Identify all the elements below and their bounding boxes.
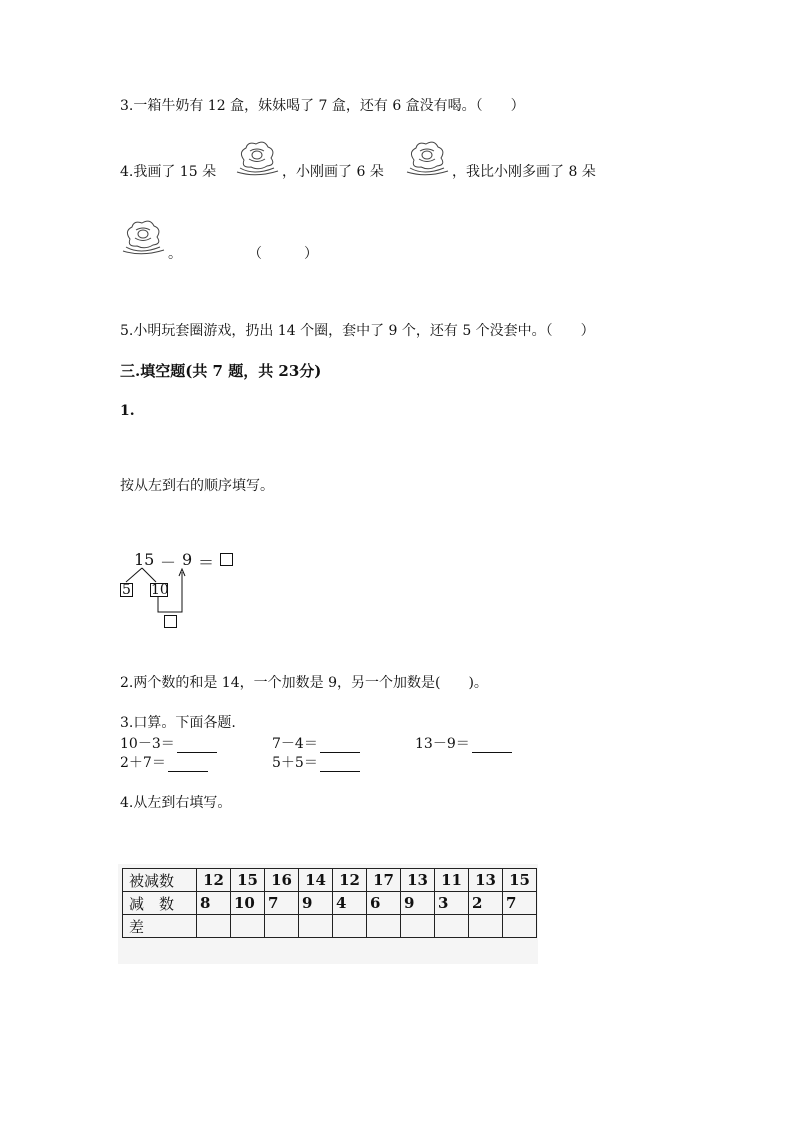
table-cell: 13 — [401, 869, 435, 892]
calc-item — [415, 735, 512, 753]
table-cell: 10 — [231, 892, 265, 915]
table-cell: 16 — [265, 869, 299, 892]
answer-cell[interactable] — [367, 915, 401, 938]
row-label: 被减数 — [123, 869, 197, 892]
subtraction-table — [122, 868, 537, 938]
table-cell: 7 — [503, 892, 537, 915]
calc-item — [120, 735, 217, 753]
section-heading: 三.填空题(共 7 题，共 23分) — [120, 362, 322, 380]
flower-icon — [234, 138, 280, 178]
row-label: 差 — [123, 915, 197, 938]
answer-cell[interactable] — [299, 915, 333, 938]
answer-cell[interactable] — [265, 915, 299, 938]
fill-4: 4.从左到右填写。 — [120, 795, 232, 811]
table-cell: 2 — [469, 892, 503, 915]
table-row-subtrahend — [123, 892, 537, 915]
calc-item — [120, 754, 208, 772]
calc-answer-blank[interactable] — [320, 738, 360, 753]
question-4-answer-paren[interactable]: （ ） — [248, 246, 318, 262]
question-4-part-3: ，我比小刚多画了 8 朵 — [452, 164, 596, 180]
table-cell: 6 — [367, 892, 401, 915]
table-cell: 15 — [231, 869, 265, 892]
table-cell: 15 — [503, 869, 537, 892]
calc-item — [272, 735, 360, 753]
question-5: 5.小明玩套圈游戏，扔出 14 个圈，套中了 9 个，还有 5 个没套中。（ ） — [120, 323, 595, 339]
table-cell: 17 — [367, 869, 401, 892]
table-cell: 4 — [333, 892, 367, 915]
table-cell: 9 — [401, 892, 435, 915]
table-cell: 9 — [299, 892, 333, 915]
calc-expression: 2＋7＝ — [120, 755, 166, 771]
table-cell: 8 — [197, 892, 231, 915]
table-cell: 3 — [435, 892, 469, 915]
table-cell: 13 — [469, 869, 503, 892]
fill-2: 2.两个数的和是 14，一个加数是 9，另一个加数是( )。 — [120, 675, 488, 691]
calc-expression: 7－4＝ — [272, 736, 318, 752]
fill-1-number: 1. — [120, 403, 135, 419]
table-cell: 11 — [435, 869, 469, 892]
answer-box[interactable] — [220, 553, 233, 566]
calc-item — [272, 754, 360, 772]
split-box-2[interactable]: 10 — [151, 582, 169, 598]
answer-cell[interactable] — [231, 915, 265, 938]
question-4-part-1: 4.我画了 15 朵 — [120, 164, 217, 180]
flower-icon — [120, 217, 166, 257]
question-4-end: 。 — [168, 246, 182, 262]
answer-cell[interactable] — [435, 915, 469, 938]
calc-answer-blank[interactable] — [320, 757, 360, 772]
equation-operator: － — [160, 553, 177, 572]
table-row-minuend — [123, 869, 537, 892]
fill-3-title: 3.口算。下面各题. — [120, 715, 236, 731]
row-label: 减 数 — [123, 892, 197, 915]
equation-minuend: 15 — [134, 550, 155, 569]
answer-cell[interactable] — [469, 915, 503, 938]
table-row-difference — [123, 915, 537, 938]
calc-expression: 13－9＝ — [415, 736, 470, 752]
table-cell: 12 — [197, 869, 231, 892]
answer-cell[interactable] — [401, 915, 435, 938]
fill-1-instruction: 按从左到右的顺序填写。 — [120, 478, 274, 494]
flower-icon — [404, 138, 450, 178]
calc-answer-blank[interactable] — [472, 738, 512, 753]
answer-cell[interactable] — [197, 915, 231, 938]
answer-cell[interactable] — [503, 915, 537, 938]
calc-answer-blank[interactable] — [168, 757, 208, 772]
answer-cell[interactable] — [333, 915, 367, 938]
table-cell: 12 — [333, 869, 367, 892]
calc-expression: 10－3＝ — [120, 736, 175, 752]
calc-expression: 5＋5＝ — [272, 755, 318, 771]
result-box[interactable] — [164, 615, 177, 628]
question-4-part-2: ，小刚画了 6 朵 — [282, 164, 384, 180]
table-cell: 7 — [265, 892, 299, 915]
question-3: 3.一箱牛奶有 12 盒，妹妹喝了 7 盒，还有 6 盒没有喝。（ ） — [120, 98, 525, 114]
table-cell: 14 — [299, 869, 333, 892]
calc-answer-blank[interactable] — [177, 738, 217, 753]
equation-equals: ＝ — [198, 553, 215, 572]
split-box-1[interactable]: 5 — [120, 583, 133, 597]
equation-subtrahend: 9 — [182, 550, 193, 569]
